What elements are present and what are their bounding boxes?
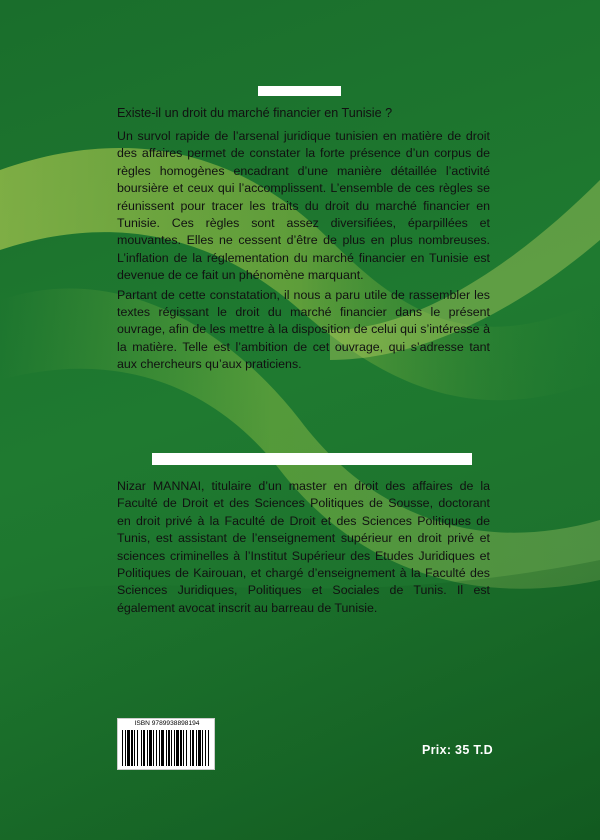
barcode-stripe [183,730,184,766]
top-divider [258,86,341,96]
barcode-stripe [125,730,126,766]
barcode-stripe [156,730,157,766]
barcode-stripe [198,730,201,766]
isbn-barcode [117,718,215,770]
barcode-stripe [137,730,138,766]
barcode-stripe [208,730,209,766]
barcode-stripe [171,730,172,766]
barcode-bars [122,730,210,766]
summary-paragraph-2: Partant de cette constatation, il nous a paru utile de rassembler les textes régissant le droit du marché financier dans le présent ouvrage, afin de les mettre à la disposition de celui qui s’intéresse à la matière. Telle est l’ambition de cet ouvrage, qui s’adresse tant aux chercheurs qu’aux praticiens. [117,287,490,372]
barcode-stripe [202,730,203,766]
barcode-stripe [153,730,154,766]
cover-question: Existe-il un droit du marché financier en Tunisie ? [117,106,393,120]
barcode-stripe [166,730,167,766]
barcode-stripe [141,730,142,766]
barcode-stripe [174,730,175,766]
barcode-stripe [134,730,135,766]
barcode-stripe [168,730,170,766]
barcode-stripe [143,730,145,766]
barcode-stripe [131,730,133,766]
barcode-stripe [127,730,130,766]
barcode-stripe [186,730,187,766]
barcode-stripe [159,730,160,766]
barcode-stripe [176,730,179,766]
author-bio: Nizar MANNAI, titulaire d’un master en droit des affaires de la Faculté de Droit et des Sciences Politiques de Sousse, doctorant en droit privé à la Faculté de Droit et des Sciences Politiques de Tunis, est assistant de l’enseignement supérieur en droit privé et sciences criminelles à l’Institut Supérieur des Etudes Juridiques et Politiques de Kairouan, et chargé d’enseignement à la Faculté des Sciences Juridiques, Politiques et Sociales de Tunis. Il est également avocat inscrit au barreau de Tunisie. [117,479,490,615]
barcode-stripe [205,730,206,766]
barcode-stripe [161,730,164,766]
barcode-stripe [149,730,152,766]
barcode-stripe [122,730,123,766]
middle-divider [152,453,472,465]
price-label: Prix: 35 T.D [422,743,493,757]
summary-text [117,128,490,374]
barcode-stripe [190,730,191,766]
barcode-stripe [147,730,148,766]
isbn-number: ISBN 9789938898194 [134,720,200,727]
barcode-stripe [192,730,194,766]
barcode-stripe [196,730,197,766]
barcode-stripe [180,730,182,766]
summary-paragraph-1: Un survol rapide de l’arsenal juridique tunisien en matière de droit des affaires permet de constater la forte présence d’un corpus de règles homogènes encadrant d’une manière détaillée l’activité boursière et ceux qui l’accomplissent. L’ensemble de ces règles se réunissent pour tracer les traits du droit du marché financier en Tunisie. Ces règles sont assez diversifiées, éparpillées et mouvantes. Elles ne cessent d’être de plus en plus nombreuses. L’inflation de la réglementation du marché financier en Tunisie est devenue de ce fait un phénomène marquant. [117,129,490,283]
